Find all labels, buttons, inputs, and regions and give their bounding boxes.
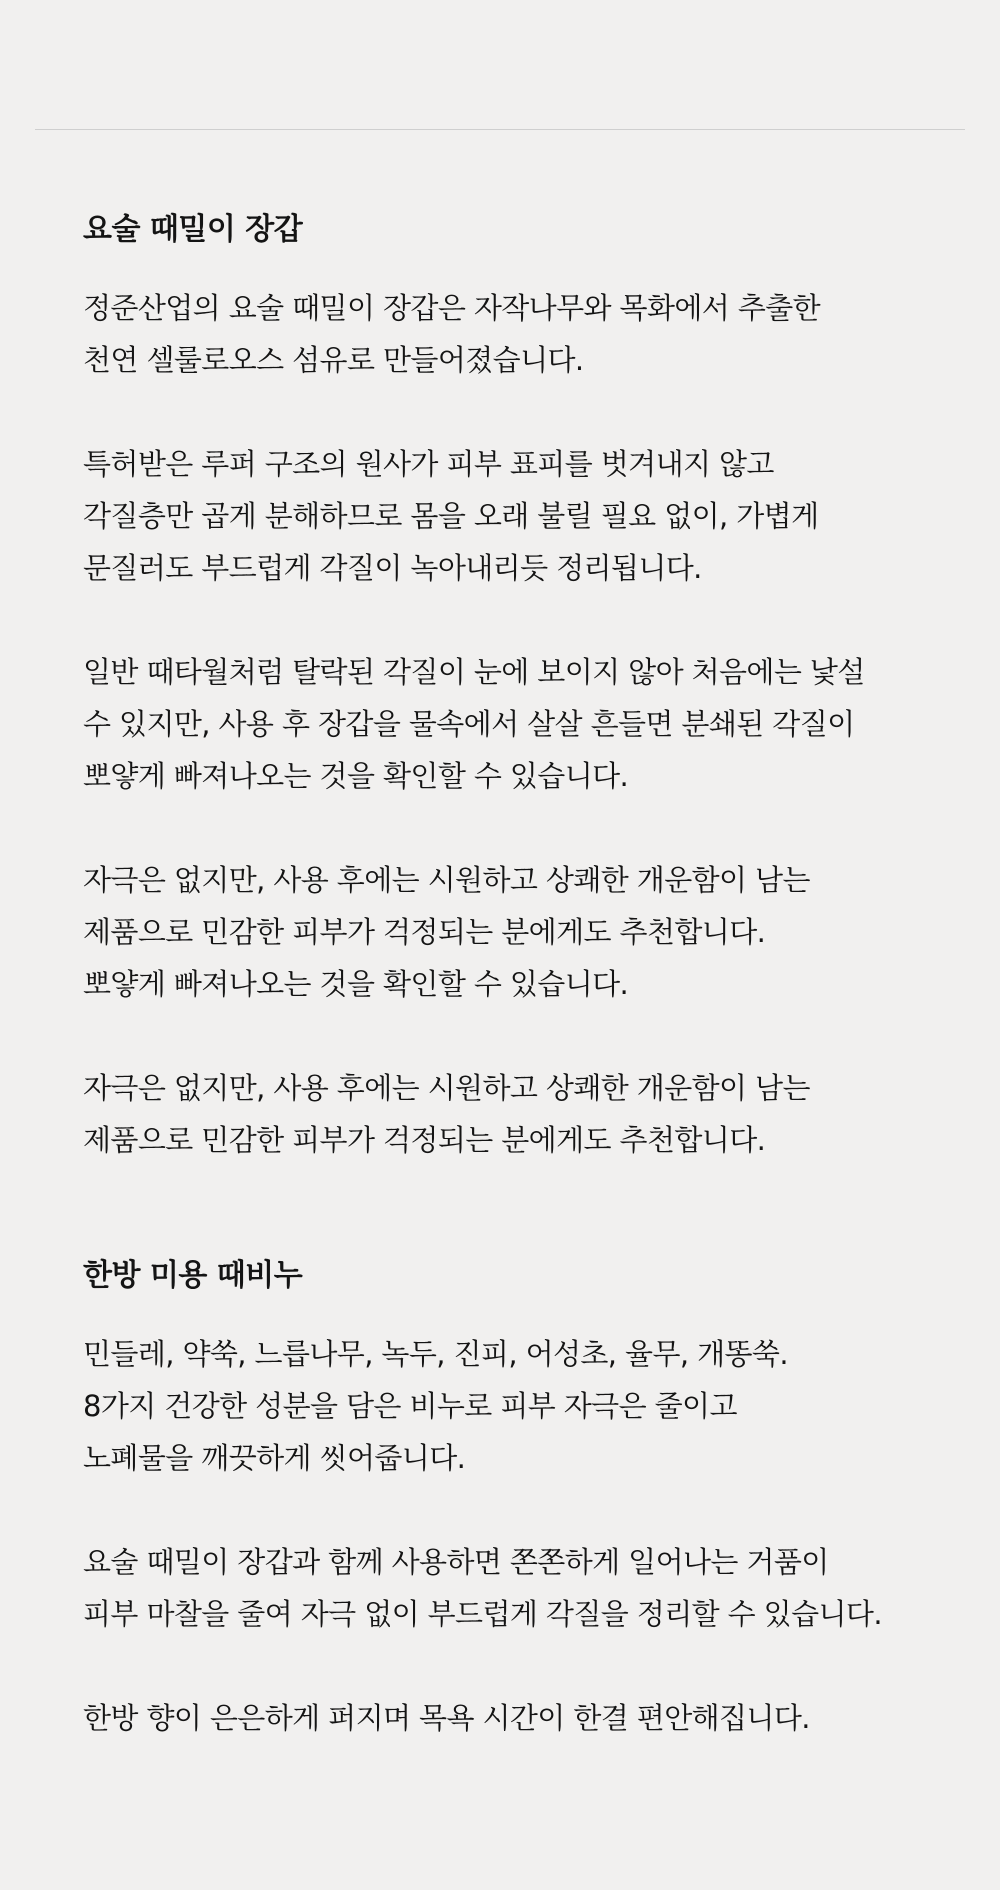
section-glove — [83, 208, 963, 1166]
text-line: 뽀얗게 빠져나오는 것을 확인할 수 있습니다. — [83, 967, 629, 1001]
paragraph — [83, 438, 963, 594]
text-line: 자극은 없지만, 사용 후에는 시원하고 상쾌한 개운함이 남는 — [83, 1071, 810, 1105]
paragraph — [83, 1328, 963, 1484]
text-line: 수 있지만, 사용 후 장갑을 물속에서 살살 흔들면 분쇄된 각질이 — [83, 707, 855, 741]
text-line: 피부 마찰을 줄여 자극 없이 부드럽게 각질을 정리할 수 있습니다. — [83, 1597, 882, 1631]
text-line: 한방 향이 은은하게 퍼지며 목욕 시간이 한결 편안해집니다. — [83, 1701, 810, 1735]
text-line: 각질층만 곱게 분해하므로 몸을 오래 불릴 필요 없이, 가볍게 — [83, 499, 819, 533]
text-line: 뽀얗게 빠져나오는 것을 확인할 수 있습니다. — [83, 759, 629, 793]
paragraph — [83, 646, 963, 802]
text-line: 특허받은 루퍼 구조의 원사가 피부 표피를 벗겨내지 않고 — [83, 447, 774, 481]
text-line: 제품으로 민감한 피부가 걱정되는 분에게도 추천합니다. — [83, 915, 766, 949]
text-line: 민들레, 약쑥, 느릅나무, 녹두, 진피, 어성초, 율무, 개똥쑥. — [83, 1337, 788, 1371]
section-title: 요술 때밀이 장갑 — [83, 212, 303, 247]
paragraph — [83, 1692, 963, 1744]
paragraph — [83, 1536, 963, 1640]
paragraph — [83, 854, 963, 1010]
text-line: 자극은 없지만, 사용 후에는 시원하고 상쾌한 개운함이 남는 — [83, 863, 810, 897]
section-soap — [83, 1254, 963, 1744]
text-line: 일반 때타월처럼 탈락된 각질이 눈에 보이지 않아 처음에는 낯설 — [83, 655, 865, 689]
paragraph — [83, 1062, 963, 1166]
paragraph — [83, 282, 963, 386]
text-line: 제품으로 민감한 피부가 걱정되는 분에게도 추천합니다. — [83, 1123, 766, 1157]
text-line: 정준산업의 요술 때밀이 장갑은 자작나무와 목화에서 추출한 — [83, 291, 821, 325]
section-title: 한방 미용 때비누 — [83, 1258, 303, 1293]
text-line: 문질러도 부드럽게 각질이 녹아내리듯 정리됩니다. — [83, 551, 702, 585]
text-line: 천연 셀룰로오스 섬유로 만들어졌습니다. — [83, 343, 584, 377]
text-line: 노폐물을 깨끗하게 씻어줍니다. — [83, 1441, 466, 1475]
text-line: 8가지 건강한 성분을 담은 비누로 피부 자극은 줄이고 — [83, 1389, 737, 1423]
top-divider — [35, 129, 965, 130]
text-line: 요술 때밀이 장갑과 함께 사용하면 쫀쫀하게 일어나는 거품이 — [83, 1545, 829, 1579]
